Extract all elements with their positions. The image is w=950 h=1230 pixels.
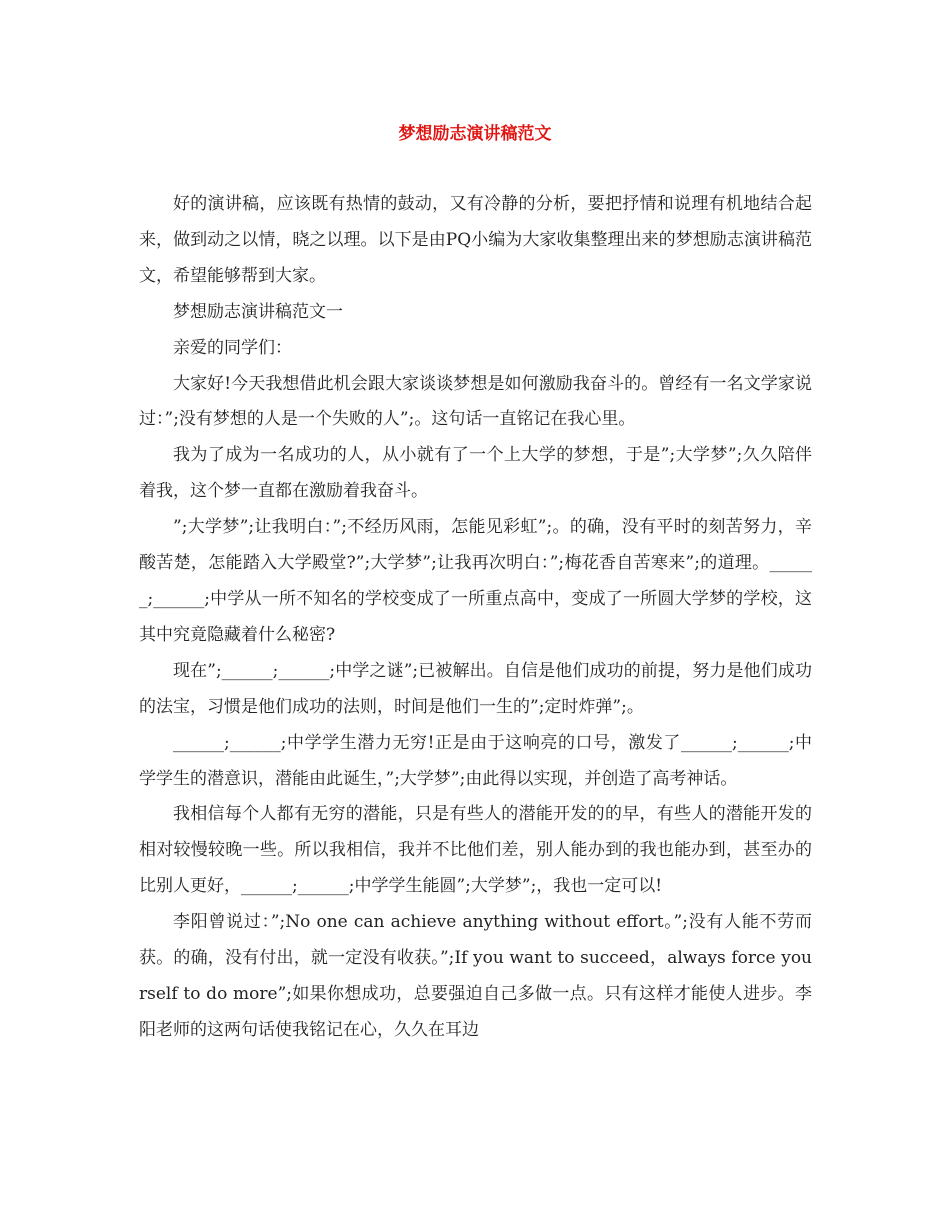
body-paragraph: 大家好!今天我想借此机会跟大家谈谈梦想是如何激励我奋斗的。曾经有一名文学家说过：”;没有梦想的人是一个失败的人”;。这句话一直铭记在我心里。 bbox=[139, 373, 812, 430]
document-title: 梦想励志演讲稿范文 bbox=[398, 124, 552, 144]
body-paragraph: 我为了成为一名成功的人，从小就有了一个上大学的梦想，于是”;大学梦”;久久陪伴着我，这个梦一直都在激励着我奋斗。 bbox=[139, 445, 812, 502]
body-paragraph: 李阳曾说过：”;No one can achieve anything without effort。”;没有人能不劳而获。的确，没有付出，就一定没有收获。”;If you want to succeed，always force yourself to do more”;如果你想成功，总要强迫自己多做一点。只有这样才能使人进步。李阳老师的这两句话使我铭记在心，久久在耳边 bbox=[139, 912, 812, 1040]
salutation: 亲爱的同学们： bbox=[173, 337, 292, 358]
body-paragraph: ______;______;中学学生潜力无穷!正是由于这响亮的口号，激发了______;______;中学学生的潜意识，潜能由此诞生，”;大学梦”;由此得以实现，并创造了高考神话。 bbox=[139, 732, 812, 789]
body-paragraph: 现在”;______;______;中学之谜”;已被解出。自信是他们成功的前提，努力是他们成功的法宝，习惯是他们成功的法则，时间是他们一生的”;定时炸弹”;。 bbox=[139, 660, 812, 717]
body-paragraph: ”;大学梦”;让我明白：”;不经历风雨，怎能见彩虹”;。的确，没有平时的刻苦努力，辛酸苦楚，怎能踏入大学殿堂?”;大学梦”;让我再次明白：”;梅花香自苦寒来”;的道理。______;______;中学从一所不知名的学校变成了一所重点高中，变成了一所圆大学梦的学校，这其中究竟隐藏着什么秘密? bbox=[139, 517, 812, 645]
intro-paragraph: 好的演讲稿，应该既有热情的鼓动，又有冷静的分析，要把抒情和说理有机地结合起来，做到动之以情，晓之以理。以下是由PQ小编为大家收集整理出来的梦想励志演讲稿范文，希望能够帮到大家。 bbox=[139, 194, 812, 286]
document-body bbox=[139, 187, 812, 1049]
body-paragraph: 我相信每个人都有无穷的潜能，只是有些人的潜能开发的的早，有些人的潜能开发的相对较慢较晚一些。所以我相信，我并不比他们差，别人能办到的我也能办到，甚至办的比别人更好，______;______;中学学生能圆”;大学梦”;，我也一定可以! bbox=[139, 804, 812, 897]
section-heading: 梦想励志演讲稿范文一 bbox=[173, 301, 343, 322]
